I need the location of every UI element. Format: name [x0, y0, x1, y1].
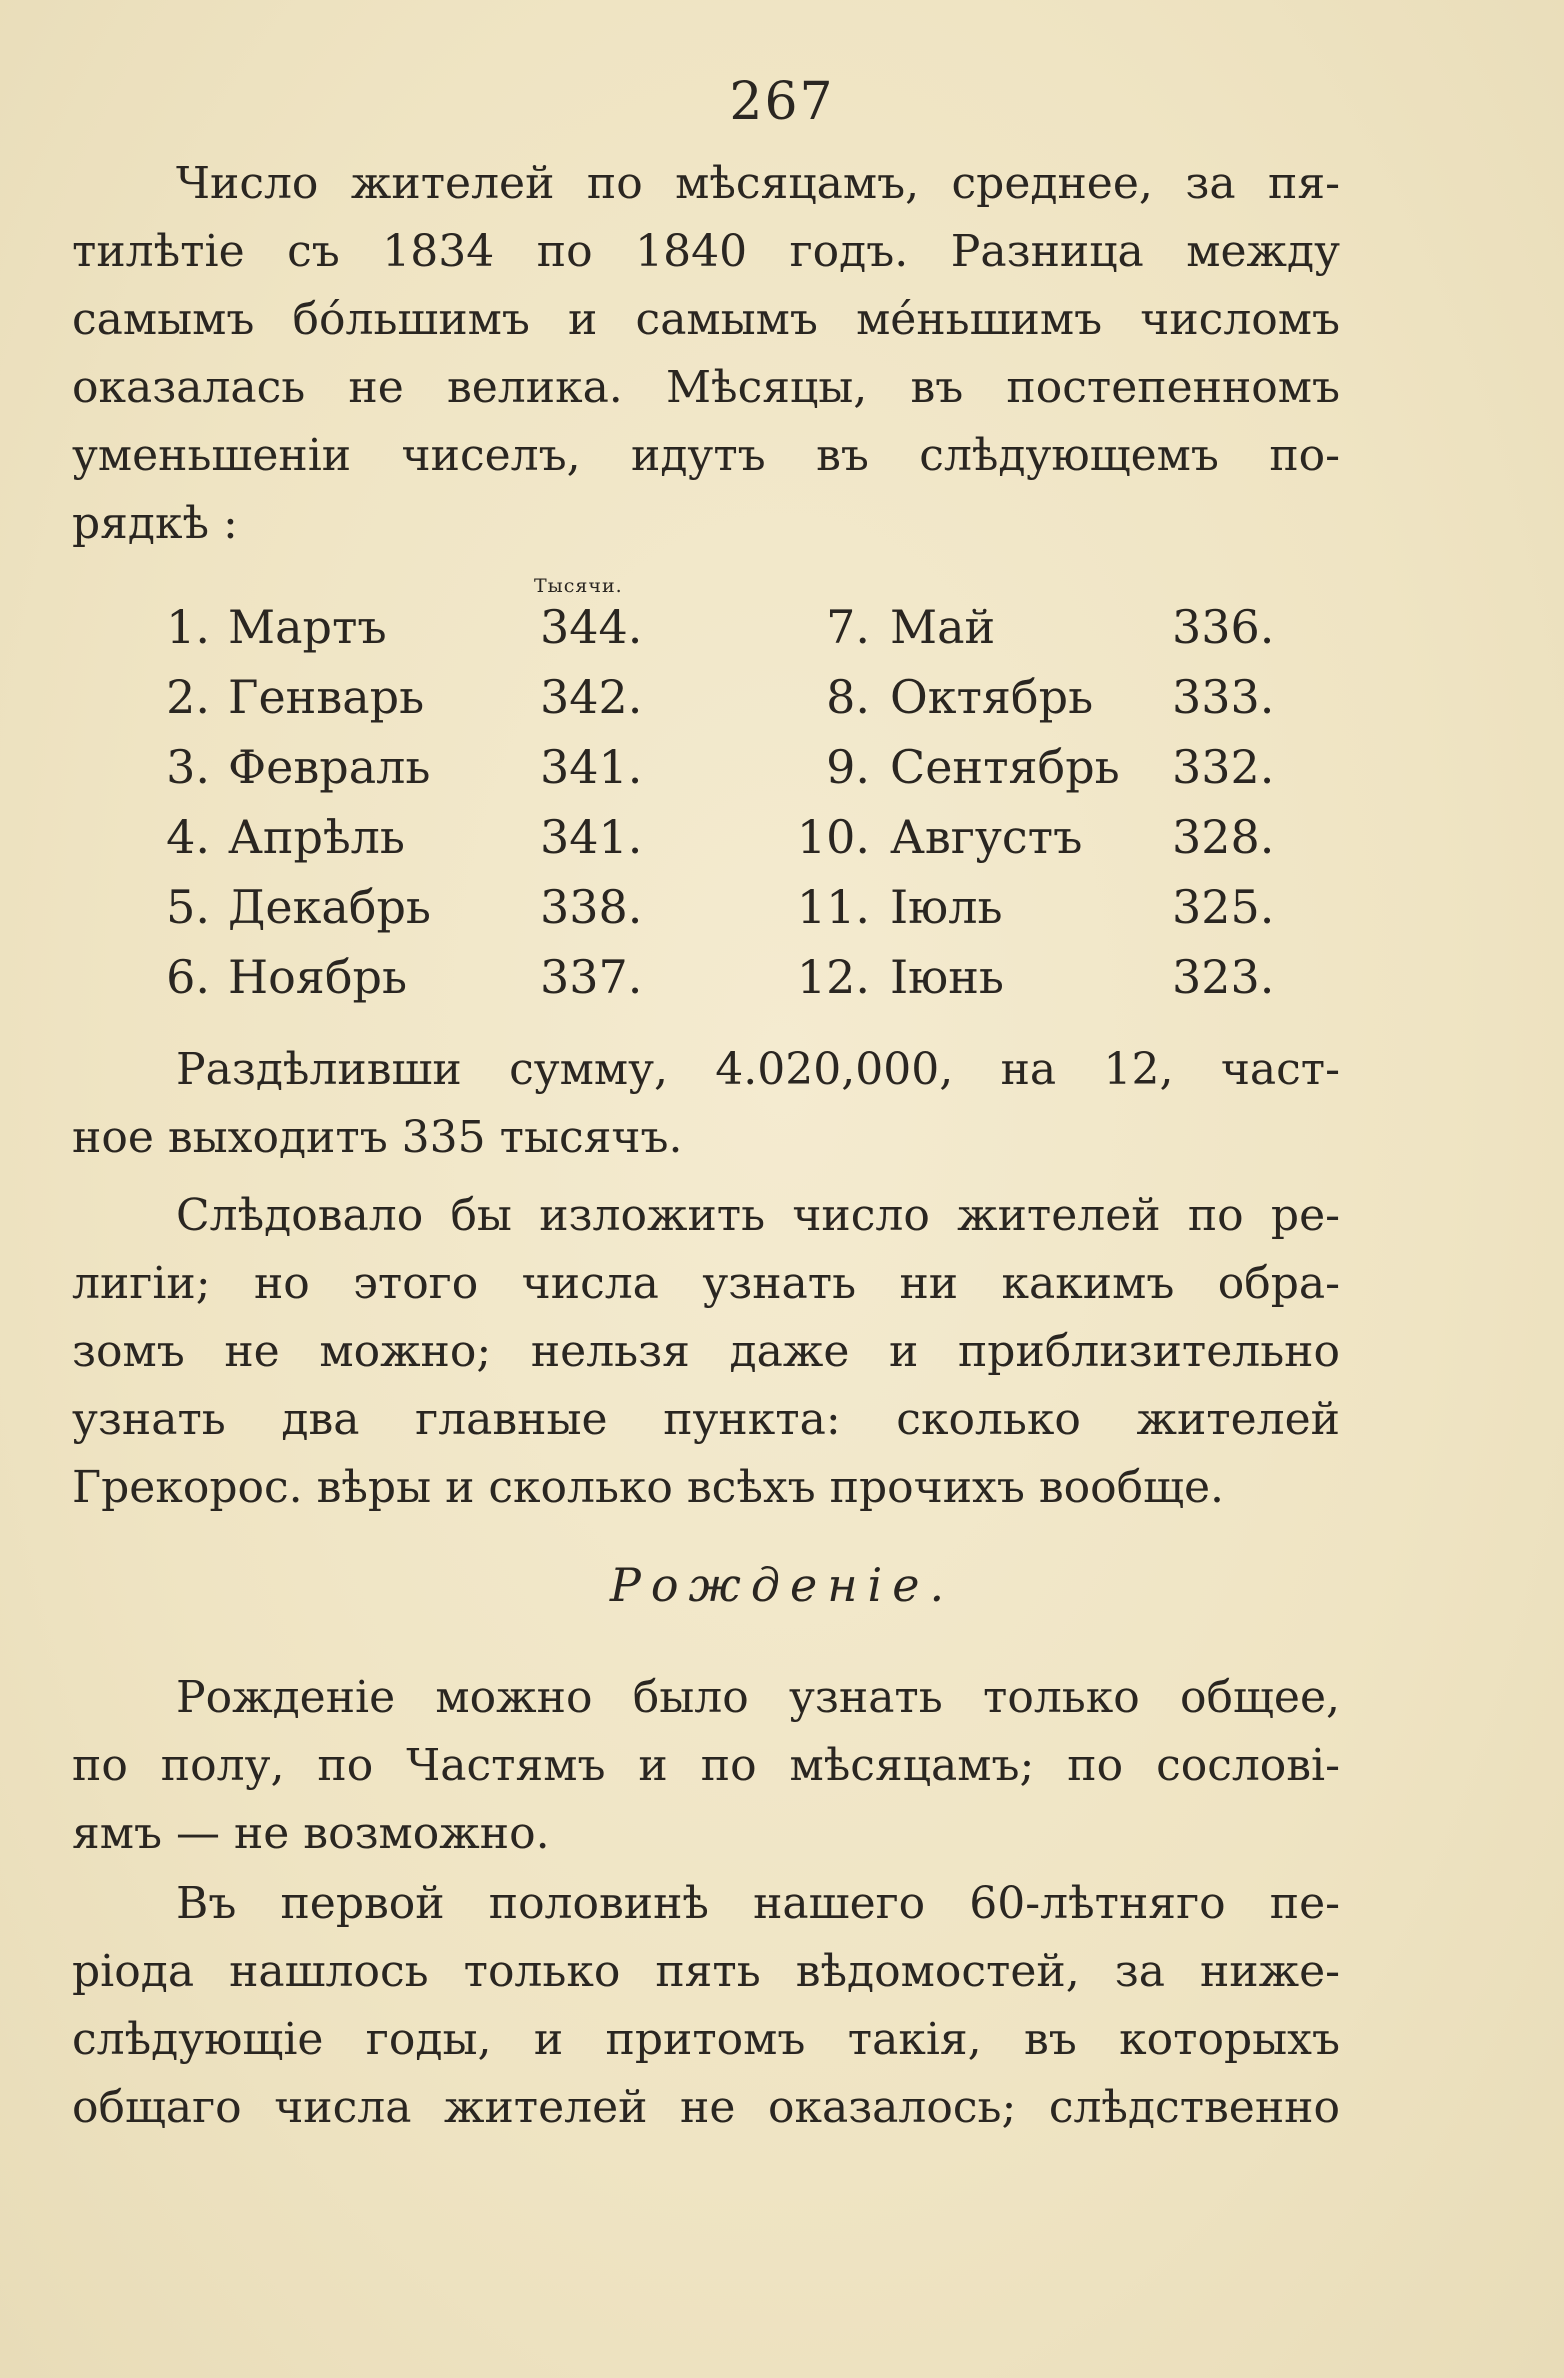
month-name: Сентябрь [890, 740, 1120, 794]
month-value: 336. [1172, 600, 1275, 654]
text-line: ямъ — не возможно. [72, 1808, 550, 1859]
month-name: Февраль [228, 740, 431, 794]
month-value: 328. [1172, 810, 1275, 864]
month-name: Ноябрь [228, 950, 408, 1004]
paragraph-religion [72, 1182, 1340, 1522]
month-value: 323. [1172, 950, 1275, 1004]
page-number: 267 [729, 72, 835, 132]
text-line: Грекорос. вѣры и сколько всѣхъ прочихъ вообще. [72, 1462, 1225, 1513]
month-rank: 7. [826, 600, 870, 654]
text-line: оказалась не велика. Мѣсяцы, въ постепенномъ [72, 362, 1340, 413]
month-value: 325. [1172, 880, 1275, 934]
month-rank: 4. [166, 810, 210, 864]
month-rank: 1. [166, 600, 210, 654]
text-line: Раздѣливши сумму, 4.020,000, на 12, част- [176, 1044, 1340, 1095]
month-rank: 5. [166, 880, 210, 934]
table-row [0, 950, 1564, 1020]
paragraph-sum-division [72, 1036, 1340, 1172]
month-name: Май [890, 600, 996, 654]
month-value: 338. [540, 880, 643, 934]
table-row [0, 810, 1564, 880]
month-rank: 3. [166, 740, 210, 794]
month-name: Августъ [890, 810, 1083, 864]
month-name: Іюль [890, 880, 1003, 934]
text-line: ріода нашлось только пять вѣдомостей, за ниже- [72, 1946, 1340, 1997]
month-value: 337. [540, 950, 643, 1004]
section-heading: Рожденіе. [609, 1558, 955, 1612]
table-row [0, 670, 1564, 740]
paragraph-first-half [72, 1870, 1340, 2142]
text-line: Рожденіе можно было узнать только общее, [176, 1672, 1340, 1723]
month-rank: 10. [796, 810, 870, 864]
month-value: 342. [540, 670, 643, 724]
month-value: 333. [1172, 670, 1275, 724]
paragraph-population-by-month [72, 150, 1340, 558]
month-rank: 2. [166, 670, 210, 724]
text-line: узнать два главные пункта: сколько жителей [72, 1394, 1340, 1445]
month-value: 341. [540, 810, 643, 864]
month-name: Апрѣль [228, 810, 405, 864]
month-value: 344. [540, 600, 643, 654]
text-line: уменьшеніи чиселъ, идутъ въ слѣдующемъ по- [72, 430, 1340, 481]
month-rank: 11. [796, 880, 870, 934]
month-value: 332. [1172, 740, 1275, 794]
month-name: Генварь [228, 670, 425, 724]
month-rank: 8. [826, 670, 870, 724]
month-rank: 12. [796, 950, 870, 1004]
text-line: тилѣтіе съ 1834 по 1840 годъ. Разница между [72, 226, 1340, 277]
text-line: лигіи; но этого числа узнать ни какимъ обра- [72, 1258, 1340, 1309]
table-row [0, 600, 1564, 670]
text-line: по полу, по Частямъ и по мѣсяцамъ; по сослові- [72, 1740, 1340, 1791]
text-line: Число жителей по мѣсяцамъ, среднее, за пя- [176, 158, 1340, 209]
thousands-column-label: Тысячи. [534, 575, 623, 597]
month-value: 341. [540, 740, 643, 794]
table-row [0, 740, 1564, 810]
month-name: Іюнь [890, 950, 1004, 1004]
text-line: общаго числа жителей не оказалось; слѣдственно [72, 2082, 1340, 2133]
month-name: Мартъ [228, 600, 387, 654]
month-name: Декабрь [228, 880, 431, 934]
text-line: зомъ не можно; нельзя даже и приблизительно [72, 1326, 1340, 1377]
text-line: Въ первой половинѣ нашего 60-лѣтняго пе- [176, 1878, 1340, 1929]
month-name: Октябрь [890, 670, 1094, 724]
month-rank: 9. [826, 740, 870, 794]
text-line: Слѣдовало бы изложить число жителей по ре- [176, 1190, 1340, 1241]
text-line: слѣдующіе годы, и притомъ такія, въ которыхъ [72, 2014, 1340, 2065]
text-line: рядкѣ : [72, 498, 238, 549]
table-row [0, 880, 1564, 950]
month-rank: 6. [166, 950, 210, 1004]
text-line: ное выходитъ 335 тысячъ. [72, 1112, 683, 1163]
text-line: самымъ бо́льшимъ и самымъ ме́ньшимъ числомъ [72, 294, 1340, 345]
paragraph-births [72, 1664, 1340, 1868]
